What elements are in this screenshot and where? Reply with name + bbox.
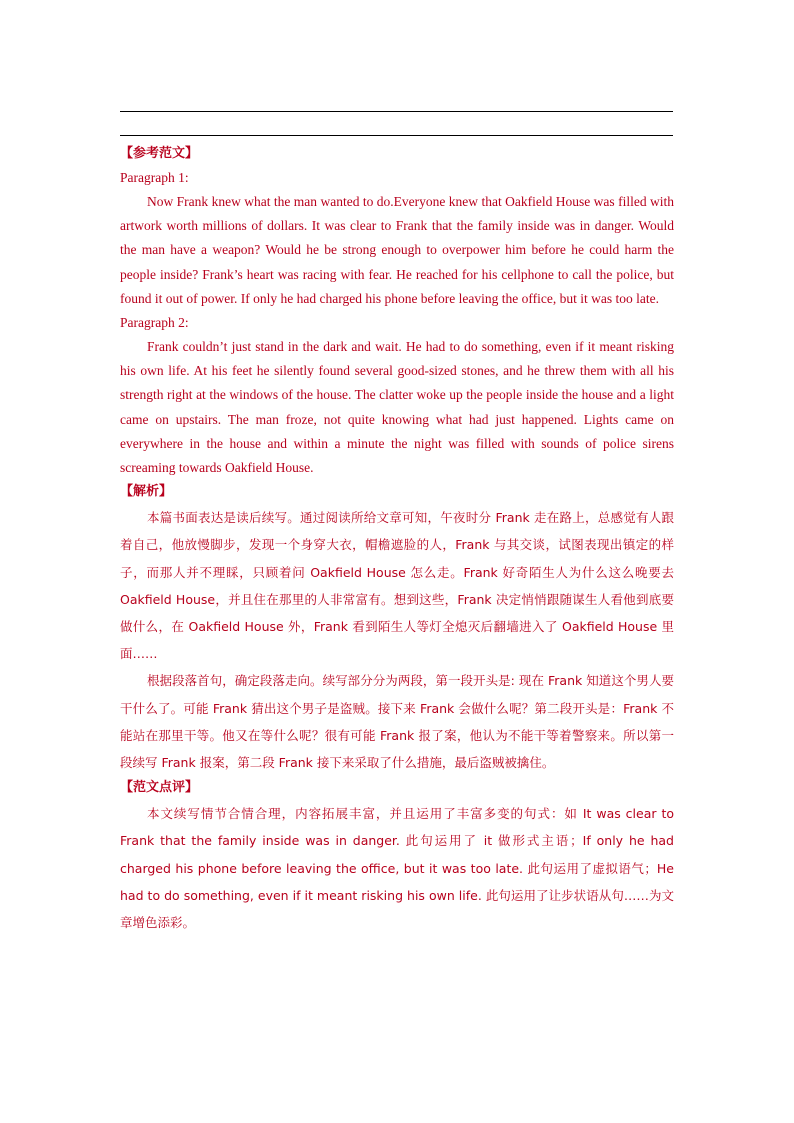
paragraph-2-text: Frank couldn’t just stand in the dark and wait. He had to do something, even if it meant risking his own life. At his feet he silently found several good-sized stones, and he threw them with all his strength right at the windows of the house. The clatter woke up the people inside the house and a light came on upstairs. The man froze, not quite knowing what had just happened. Lights came on everywhere in the house and within a minute the night was filled with sounds of police sirens screaming towards Oakfield House. [120, 339, 674, 476]
header-rule-bottom [120, 135, 673, 136]
model-essay-heading: 【参考范文】 [120, 146, 199, 161]
analysis-paragraph-1: 本篇书面表达是读后续写。通过阅读所给文章可知，午夜时分 Frank 走在路上，总感觉有人跟着自己，他放慢脚步，发现一个身穿大衣，帽檐遮脸的人，Frank 与其交谈，试图表现出镇定的样子，而那人并不理睬，只顾着问 Oakfield House 怎么走。Frank 好奇陌生人为什么这么晚要去 Oakfield House，并且住在那里的人非常富有。想到这些，Frank 决定悄悄跟随谋生人看他到底要做什么，在 Oakfield House 外，Frank 看到陌生人等灯全熄灭后翻墙进入了 Oakfield House 里面…… [120, 510, 674, 662]
review-heading: 【范文点评】 [120, 780, 199, 796]
document-body [120, 142, 674, 936]
analysis-paragraph-2: 根据段落首句，确定段落走向。续写部分分为两段，第一段开头是: 现在 Frank 知道这个男人要干什么了。可能 Frank 猜出这个男子是盗贼。接下来 Frank 会做什么呢？第二段开头是：Frank 不能站在那里干等。他又在等什么呢？很有可能 Frank 报了案，他认为不能干等着警察来。所以第一段续写 Frank 报案，第二段 Frank 接下来采取了什么措施，最后盗贼被擒住。 [120, 673, 674, 771]
paragraph-1-text: Now Frank knew what the man wanted to do.Everyone knew that Oakfield House was filled with artwork worth millions of dollars. It was clear to Frank that the family inside was in danger. Would the man have a weapon? Would he be strong enough to overpower him before he could harm the people inside? Frank’s heart was racing with fear. He reached for his cellphone to call the police, but found it out of power. If only he had charged his phone before leaving the office, but it was too late. [120, 194, 674, 306]
analysis-heading: 【解析】 [120, 484, 173, 500]
paragraph-2-label: Paragraph 2: [120, 315, 189, 331]
paragraph-1-label: Paragraph 1: [120, 170, 189, 185]
review-paragraph: 本文续写情节合情合理，内容拓展丰富，并且运用了丰富多变的句式：如 It was clear to Frank that the family inside was in danger. 此句运用了 it 做形式主语；If only he had charged his phone before leaving the office, but it was too late. 此句运用了虚拟语气；He had to do something, even if it meant risking his own life. 此句运用了让步状语从句……为文章增色添彩。 [120, 806, 674, 931]
header-rule-top [120, 111, 673, 112]
